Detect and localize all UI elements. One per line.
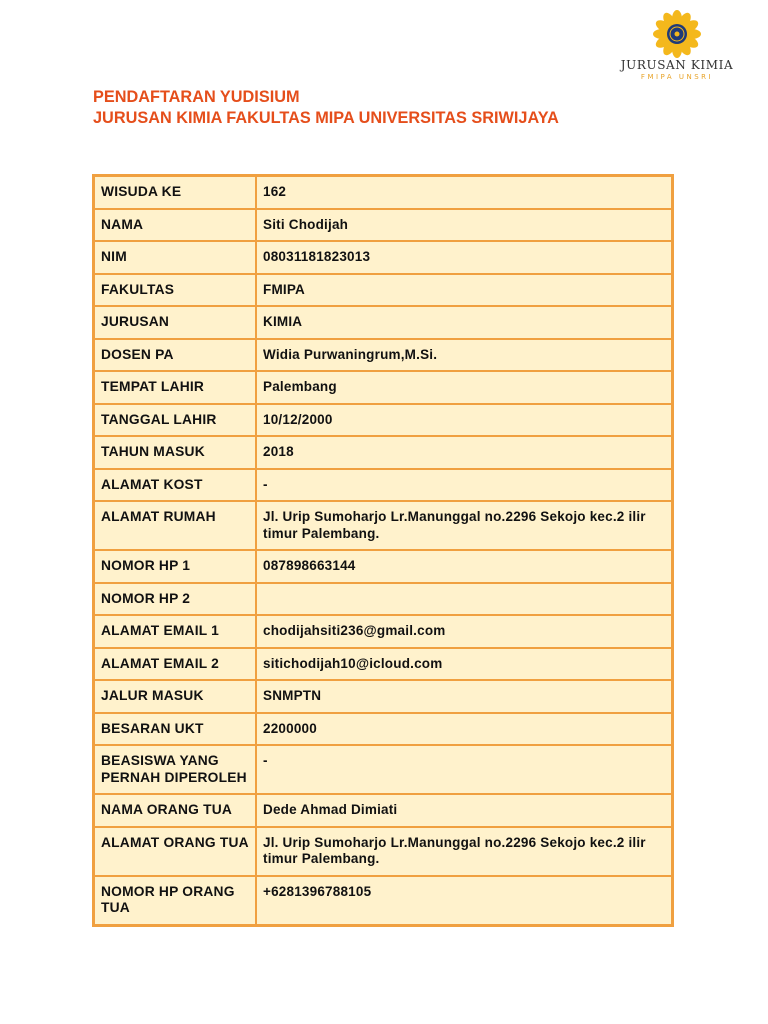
field-value: 10/12/2000 [256,404,672,437]
field-label: NOMOR HP 2 [94,583,256,616]
field-value: Widia Purwaningrum,M.Si. [256,339,672,372]
table-row [94,876,672,925]
field-value: 162 [256,176,672,209]
field-value: - [256,469,672,502]
table-row [94,436,672,469]
field-value: chodijahsiti236@gmail.com [256,615,672,648]
field-label: BESARAN UKT [94,713,256,746]
table-row [94,501,672,550]
field-label: ALAMAT EMAIL 1 [94,615,256,648]
field-label: ALAMAT ORANG TUA [94,827,256,876]
table-row [94,209,672,242]
table-row [94,615,672,648]
field-value: 2200000 [256,713,672,746]
table-row [94,583,672,616]
field-label: NIM [94,241,256,274]
page-heading [93,87,559,129]
field-label: WISUDA KE [94,176,256,209]
field-label: TAHUN MASUK [94,436,256,469]
field-value: KIMIA [256,306,672,339]
field-label: ALAMAT RUMAH [94,501,256,550]
field-value [256,583,672,616]
field-value: - [256,745,672,794]
field-label: ALAMAT KOST [94,469,256,502]
field-label: BEASISWA YANG PERNAH DIPEROLEH [94,745,256,794]
table-row [94,550,672,583]
field-label: ALAMAT EMAIL 2 [94,648,256,681]
field-value: +6281396788105 [256,876,672,925]
table-row [94,794,672,827]
registration-table [92,174,674,927]
table-row [94,745,672,794]
field-value: Jl. Urip Sumoharjo Lr.Manunggal no.2296 Sekojo kec.2 ilir timur Palembang. [256,827,672,876]
field-value: Dede Ahmad Dimiati [256,794,672,827]
field-label: NAMA [94,209,256,242]
field-value: Siti Chodijah [256,209,672,242]
table-row [94,306,672,339]
field-label: NOMOR HP ORANG TUA [94,876,256,925]
field-label: FAKULTAS [94,274,256,307]
table-row [94,176,672,209]
field-value: 2018 [256,436,672,469]
table-row [94,241,672,274]
sunflower-emblem-icon [649,10,705,58]
logo-subtitle: FMIPA UNSRI [640,73,714,81]
heading-line-1: PENDAFTARAN YUDISIUM [93,88,300,106]
table-row [94,339,672,372]
field-label: NOMOR HP 1 [94,550,256,583]
table-row [94,274,672,307]
logo-title: JURUSAN KIMIA [620,58,734,72]
table-row [94,371,672,404]
table-row [94,713,672,746]
field-value: 087898663144 [256,550,672,583]
field-label: DOSEN PA [94,339,256,372]
field-value: 08031181823013 [256,241,672,274]
field-value: sitichodijah10@icloud.com [256,648,672,681]
field-value: SNMPTN [256,680,672,713]
field-label: NAMA ORANG TUA [94,794,256,827]
table-row [94,469,672,502]
table-row [94,648,672,681]
department-logo [612,10,742,86]
field-value: Palembang [256,371,672,404]
field-label: TANGGAL LAHIR [94,404,256,437]
table-row [94,827,672,876]
table-row [94,680,672,713]
field-value: Jl. Urip Sumoharjo Lr.Manunggal no.2296 Sekojo kec.2 ilir timur Palembang. [256,501,672,550]
field-label: TEMPAT LAHIR [94,371,256,404]
field-value: FMIPA [256,274,672,307]
field-label: JURUSAN [94,306,256,339]
heading-line-2: JURUSAN KIMIA FAKULTAS MIPA UNIVERSITAS SRIWIJAYA [93,109,559,127]
field-label: JALUR MASUK [94,680,256,713]
table-row [94,404,672,437]
registration-table-body [94,176,672,925]
